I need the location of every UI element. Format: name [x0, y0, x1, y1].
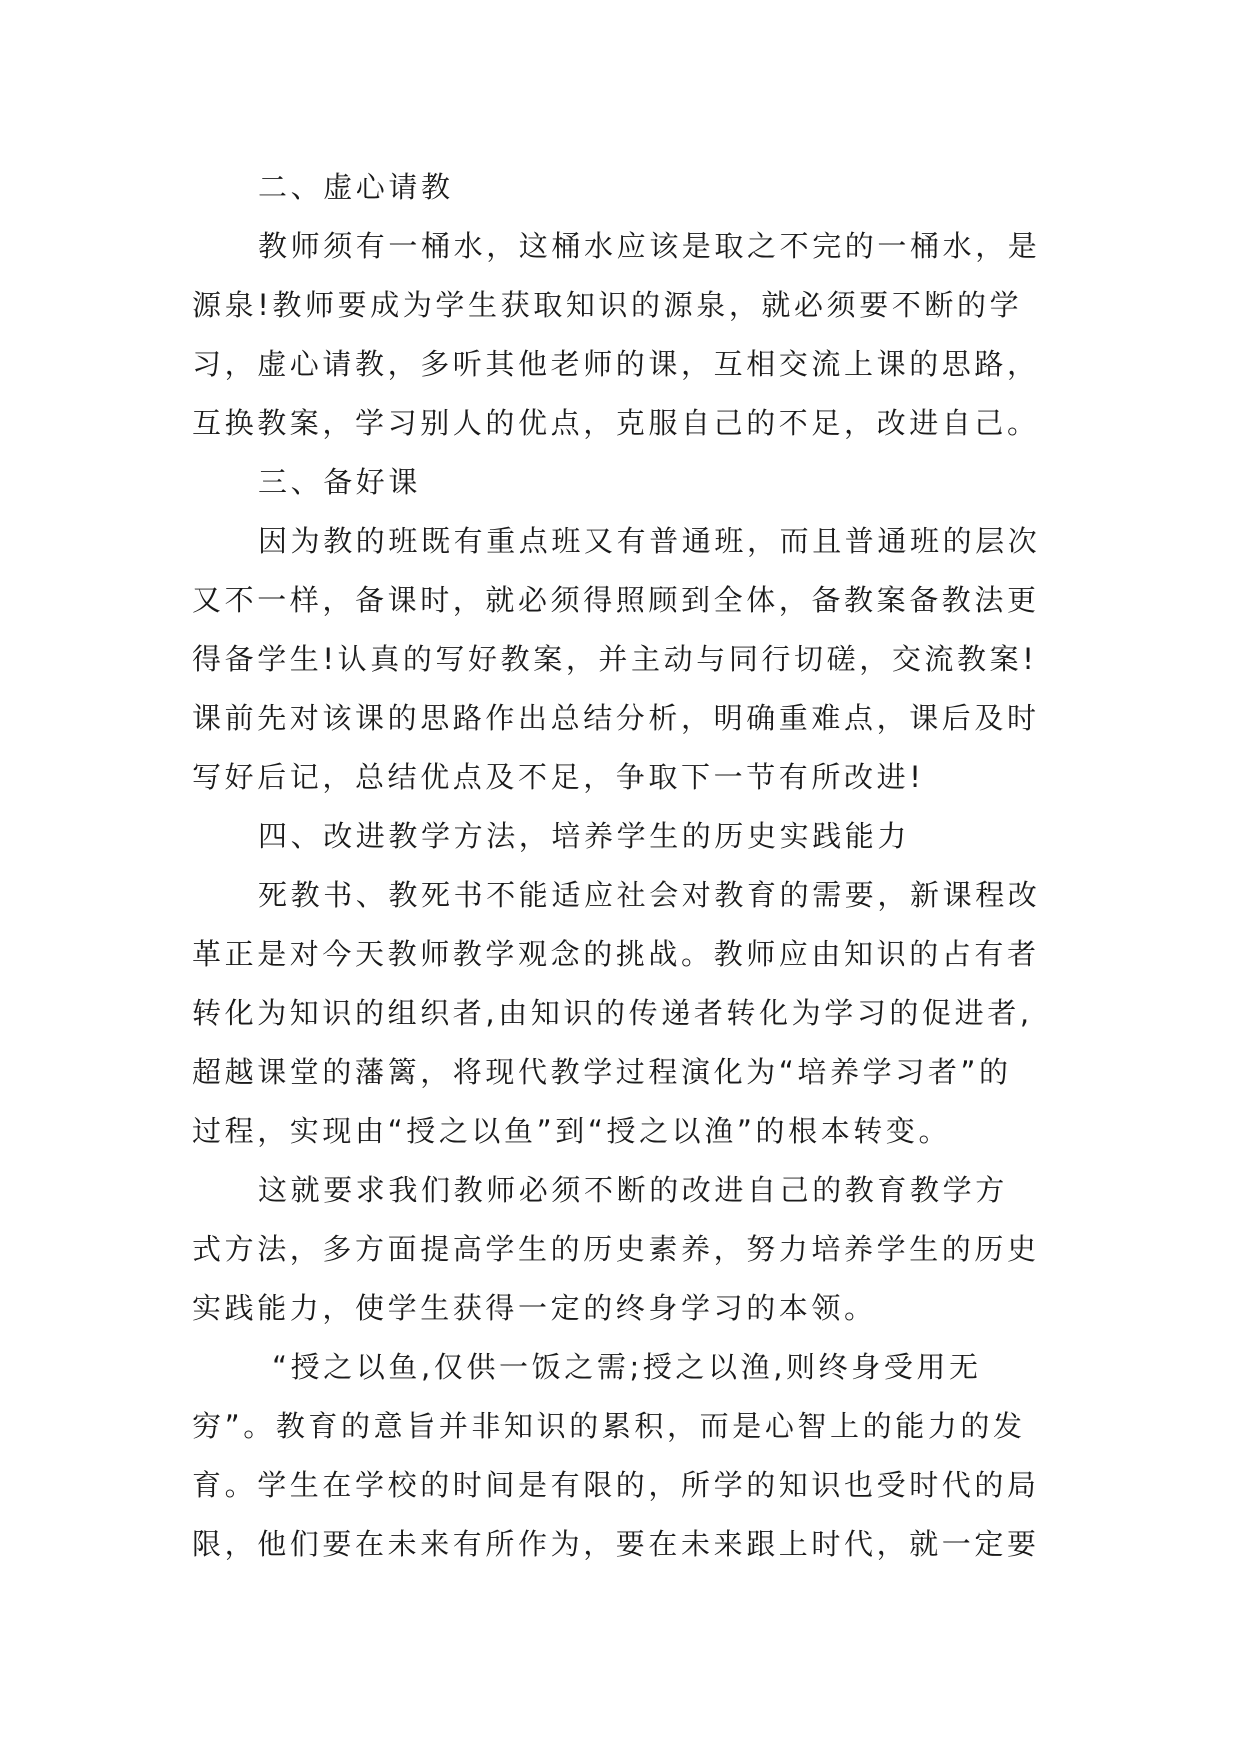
section-heading-4: 四、改进教学方法，培养学生的历史实践能力	[258, 819, 911, 853]
text-line: 因为教的班既有重点班又有普通班，而且普通班的层次	[258, 524, 1041, 558]
text-line: 超越课堂的藩篱，将现代教学过程演化为“培养学习者”的	[192, 1055, 1012, 1089]
text-line: 实践能力，使学生获得一定的终身学习的本领。	[192, 1291, 877, 1325]
text-line: 限，他们要在未来有所作为，要在未来跟上时代，就一定要	[192, 1527, 1040, 1561]
text-line: 式方法，多方面提高学生的历史素养，努力培养学生的历史	[192, 1232, 1040, 1266]
text-line: 这就要求我们教师必须不断的改进自己的教育教学方	[258, 1173, 1008, 1207]
text-line: 又不一样，备课时，就必须得照顾到全体，备教案备教法更	[192, 583, 1040, 617]
text-line: 穷”。教育的意旨并非知识的累积，而是心智上的能力的发	[192, 1409, 1026, 1443]
text-line: 互换教案，学习别人的优点，克服自己的不足，改进自己。	[192, 406, 1040, 440]
text-line: 习，虚心请教，多听其他老师的课，互相交流上课的思路，	[192, 347, 1040, 381]
text-line: 革正是对今天教师教学观念的挑战。教师应由知识的占有者	[192, 937, 1040, 971]
text-line: 育。学生在学校的时间是有限的，所学的知识也受时代的局	[192, 1468, 1040, 1502]
text-line: 死教书、教死书不能适应社会对教育的需要，新课程改	[258, 878, 1041, 912]
text-line: 过程，实现由“授之以鱼”到“授之以渔”的根本转变。	[192, 1114, 952, 1148]
section-heading-3: 三、备好课	[258, 465, 422, 499]
section-heading-2: 二、虚心请教	[258, 170, 454, 204]
text-line: “授之以鱼,仅供一饭之需;授之以渔,则终身受用无	[272, 1350, 982, 1384]
text-line: 课前先对该课的思路作出总结分析，明确重难点，课后及时	[192, 701, 1040, 735]
text-line: 源泉!教师要成为学生获取知识的源泉，就必须要不断的学	[192, 288, 1023, 322]
document-body	[192, 158, 1054, 1574]
text-line: 教师须有一桶水，这桶水应该是取之不完的一桶水，是	[258, 229, 1041, 263]
text-line: 得备学生!认真的写好教案，并主动与同行切磋，交流教案!	[192, 642, 1038, 676]
text-line: 转化为知识的组织者,由知识的传递者转化为学习的促进者,	[192, 996, 1033, 1030]
text-line: 写好后记，总结优点及不足，争取下一节有所改进!	[192, 760, 925, 794]
